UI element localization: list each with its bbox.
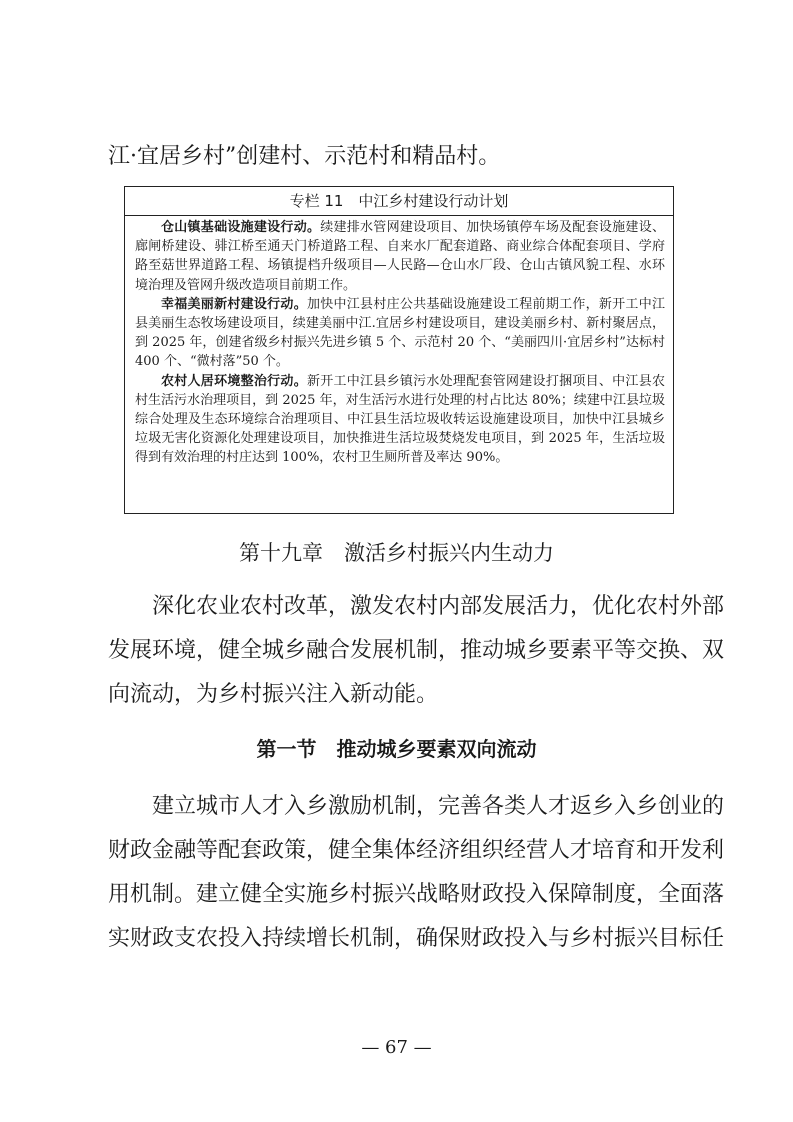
box-item <box>135 218 665 295</box>
box-item <box>135 372 665 468</box>
chapter-paragraph-line: 发展环境，健全城乡融合发展机制，推动城乡要素平等交换、双 <box>108 638 725 663</box>
special-column-box <box>124 186 674 514</box>
box-item-heading: 农村人居环境整治行动。 <box>161 373 307 389</box>
chapter-title: 第十九章 激活乡村振兴内生动力 <box>239 541 554 565</box>
box-item <box>135 295 665 372</box>
box-item-heading: 幸福美丽新村建设行动。 <box>161 296 307 312</box>
box-title: 专栏 11 中江乡村建设行动计划 <box>125 187 673 216</box>
section-paragraph-line: 实财政支农投入持续增长机制，确保财政投入与乡村振兴目标任 <box>108 926 725 951</box>
box-item-text: 加快中江县村庄公共基础设施建设工程前期工作，新开工中江县美丽生态牧场建设项目，续建美丽中江.宜居乡村建设项目，建设美丽乡村、新村聚居点，到 2025 年，创建省级乡村振兴先进乡镇 5 个、示范村 20 个、“美丽四川·宜居乡村”达标村 400 个、“微村落”50 个。 <box>135 296 665 370</box>
box-body <box>125 216 673 468</box>
section-title: 第一节 推动城乡要素双向流动 <box>256 737 537 761</box>
page-number: — 67 — <box>361 1037 432 1058</box>
section-paragraph-line: 用机制。建立健全实施乡村振兴战略财政投入保障制度，全面落 <box>108 882 725 907</box>
chapter-paragraph-line: 深化农业农村改革，激发农村内部发展活力，优化农村外部 <box>108 594 725 619</box>
box-item-text: 新开工中江县乡镇污水处理配套管网建设打捆项目、中江县农村生活污水治理项目，到 2025 年，对生活污水进行处理的村占比达 80%；续建中江县垃圾综合处理及生态环境综合治理项目、中江县生活垃圾收转运设施建设项目，加快中江县城乡垃圾无害化资源化处理建设项目，加快推进生活垃圾焚烧发电项目，到 2025 年，生活垃圾得到有效治理的村庄达到 100%，农村卫生厕所普及率达 90%。 <box>135 373 665 466</box>
section-paragraph-line: 财政金融等配套政策，健全集体经济组织经营人才培育和开发利 <box>108 838 725 863</box>
box-item-text: 续建排水管网建设项目、加快场镇停车场及配套设施建设、廊闸桥建设、𬴂江桥至通天门桥道路工程、自来水厂配套道路、商业综合体配套项目、学府路至菇世界道路工程、场镇提档升级项目—人民路—仓山水厂段、仓山古镇风貌工程、水环境治理及管网升级改造项目前期工作。 <box>135 220 665 293</box>
box-item-heading: 仓山镇基础设施建设行动。 <box>161 220 321 235</box>
chapter-paragraph-line: 向流动，为乡村振兴注入新动能。 <box>108 682 439 707</box>
intro-line: 江·宜居乡村”创建村、示范村和精品村。 <box>108 144 501 169</box>
section-paragraph-line: 建立城市人才入乡激励机制，完善各类人才返乡入乡创业的 <box>108 794 725 819</box>
